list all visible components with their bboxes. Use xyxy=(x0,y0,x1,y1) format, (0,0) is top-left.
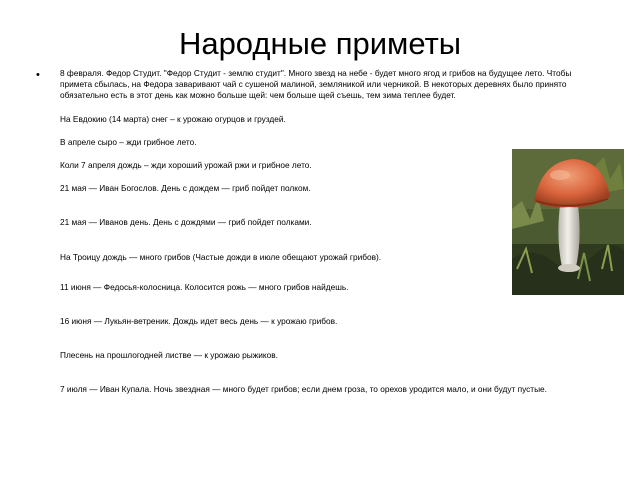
paragraph-plesen: Плесень на прошлогодней листве — к урожаю рыжиков. xyxy=(60,350,278,361)
paragraph-evdokia: На Евдокию (14 марта) снег – к урожаю огурцов и груздей. xyxy=(60,113,286,124)
paragraph-fedor-studit: 8 февраля. Федор Студит. "Федор Студит - землю студит". Много звезд на небе - будет много ягод и грибов на будущее лето. Чтобы примета сбылась, на Федора заваривают чай с сушеной малиной, земляникой или черникой. В некоторых деревнях было принято обязательно есть в этот день как можно больше щей: чем больше щей съешь, тем зима теплее будет. xyxy=(60,68,572,101)
paragraph-april: В апреле сыро – жди грибное лето. xyxy=(60,136,197,147)
paragraph-ivanov-den: 21 мая — Иванов день. День с дождями — гриб пойдет полками. xyxy=(60,217,312,228)
paragraph-ivan-kupala: 7 июля — Иван Купала. Ночь звездная — много будет грибов; если днем гроза, то орехов уродится мало, и они будут пустые. xyxy=(60,384,547,395)
paragraph-lukyan: 16 июня — Лукьян-ветреник. Дождь идет весь день — к урожаю грибов. xyxy=(60,316,338,327)
paragraph-7-april: Коли 7 апреля дождь – жди хороший урожай ржи и грибное лето. xyxy=(60,160,312,171)
paragraph-ivan-bogoslov: 21 мая — Иван Богослов. День с дождем — гриб пойдет полком. xyxy=(60,183,311,194)
paragraph-fedosya: 11 июня — Федосья-колосница. Колосится рожь — много грибов найдешь. xyxy=(60,281,349,292)
mushroom-photo xyxy=(512,149,624,295)
paragraph-troitsa: На Троицу дождь — много грибов (Частые дожди в июле обещают урожай грибов). xyxy=(60,251,382,262)
bullet-icon: • xyxy=(36,69,40,81)
slide-title: Народные приметы xyxy=(178,26,462,61)
